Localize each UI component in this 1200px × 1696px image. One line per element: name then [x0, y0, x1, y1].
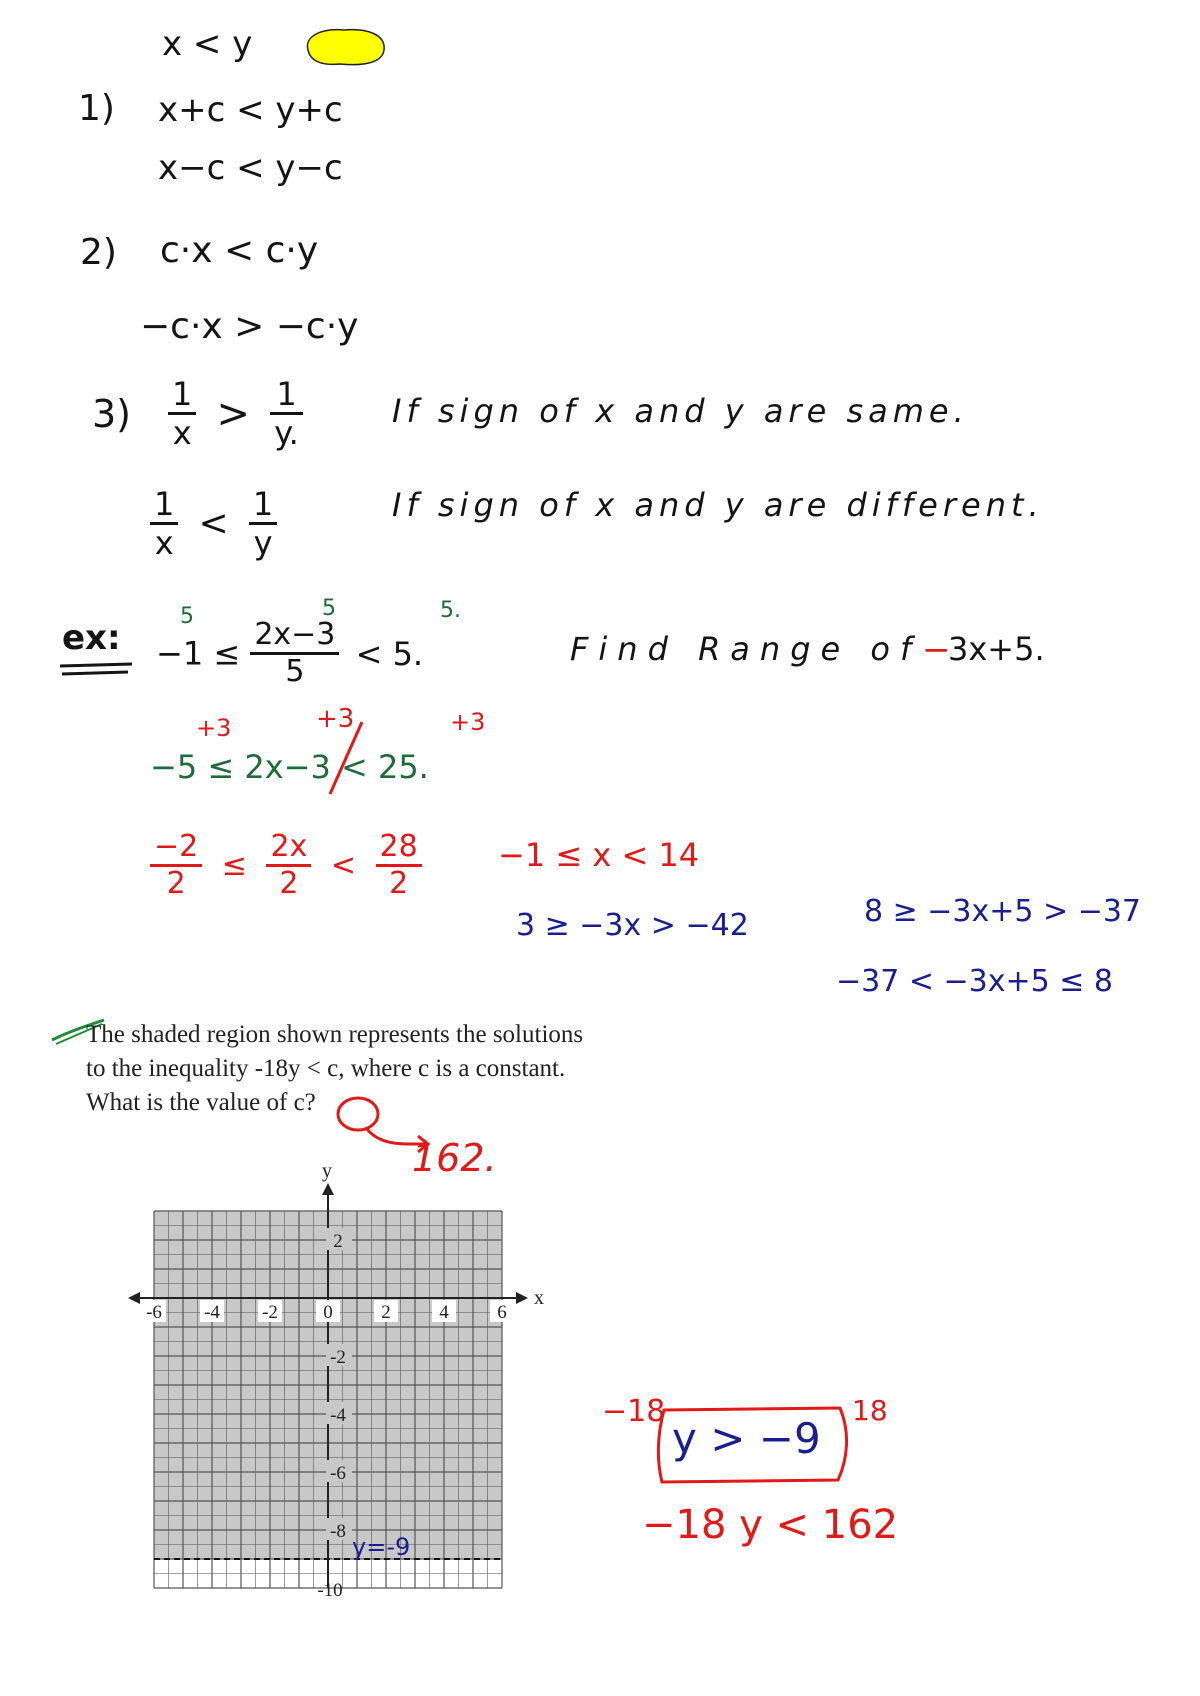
- problem-line-3: What is the value of c?: [86, 1089, 316, 1116]
- rule3-label: 3): [92, 392, 132, 436]
- solution-mult-left: −18: [602, 1394, 666, 1429]
- example-task-sign: −: [922, 630, 951, 670]
- step1-add-2: +3: [316, 704, 355, 734]
- rule3-condition-1: If sign of x and y are same.: [392, 392, 969, 430]
- x-axis-arrow-left: [128, 1292, 140, 1304]
- solution-boxed: y > −9: [672, 1414, 821, 1463]
- step3-inequality: −1 ≤ x < 14: [498, 836, 700, 874]
- y-tick-label: -8: [330, 1521, 346, 1542]
- step4-inequality: 3 ≥ −3x > −42: [516, 908, 749, 943]
- y-axis-label: y: [322, 1160, 332, 1182]
- y-tick-label: -4: [330, 1405, 346, 1426]
- x-tick-label: 2: [381, 1302, 391, 1323]
- example-label-underline: [58, 660, 138, 680]
- step1-inequality: −5 ≤ 2x−3 < 25.: [150, 748, 429, 786]
- rule1-line2: x−c < y−c: [158, 148, 343, 188]
- x-tick-label: -6: [146, 1302, 162, 1323]
- x-axis-label: x: [534, 1287, 544, 1309]
- rule3-inequality-1: $\frac{1}{x}$ > $\frac{1}{y.}$: [168, 378, 303, 449]
- boundary-label: y=-9: [352, 1533, 411, 1561]
- rule1-line1: x+c < y+c: [158, 90, 343, 130]
- x-tick-label: 6: [497, 1302, 507, 1323]
- rule2-line1: c·x < c·y: [160, 230, 319, 271]
- x-tick-label: 0: [323, 1302, 333, 1323]
- inequality-graph: [118, 1148, 578, 1618]
- example-task: Find Range of: [570, 630, 922, 668]
- example-inequality: −1 ≤ $\frac{2x-3}{5}$ < 5.: [156, 617, 424, 689]
- rule3-condition-2: If sign of x and y are different.: [392, 486, 1044, 524]
- step2-inequality: $\frac{-2}{2}$ ≤ $\frac{2x}{2}$ < $\frac{28}{2}$: [150, 832, 422, 899]
- y-tick-label: -10: [317, 1580, 343, 1601]
- example-task-expr: 3x+5.: [948, 630, 1045, 668]
- highlighter-mark: [300, 22, 390, 72]
- answer-note: 162.: [412, 1136, 497, 1180]
- problem-line-2: to the inequality -18y < c, where c is a constant.: [86, 1055, 566, 1082]
- step5-inequality: 8 ≥ −3x+5 > −37: [864, 894, 1142, 929]
- example-mult-mark-3: 5.: [440, 598, 461, 623]
- y-tick-label: 2: [333, 1231, 343, 1252]
- y-axis-arrow: [322, 1183, 334, 1195]
- rule1-label: 1): [78, 88, 115, 129]
- example-mult-mark-2: 5: [322, 596, 336, 621]
- y-tick-label: -6: [330, 1463, 346, 1484]
- step1-add-3: +3: [450, 708, 486, 736]
- solution-mult-right: 18: [852, 1394, 888, 1427]
- x-axis-arrow-right: [516, 1292, 528, 1304]
- y-tick-label: -2: [330, 1347, 346, 1368]
- rule2-line2: −c·x > −c·y: [140, 306, 359, 347]
- x-tick-label: -4: [204, 1302, 220, 1323]
- rule3-inequality-2: $\frac{1}{x}$ < $\frac{1}{y}$: [150, 488, 277, 559]
- x-tick-label: -2: [262, 1302, 278, 1323]
- problem-line-1: The shaded region shown represents the solutions: [86, 1021, 584, 1048]
- x-tick-label: 4: [439, 1302, 449, 1323]
- step6-inequality: −37 < −3x+5 ≤ 8: [836, 964, 1114, 999]
- solution-result: −18 y < 162: [642, 1502, 899, 1548]
- step1-strike: [322, 718, 372, 798]
- header-inequality: x < y: [162, 24, 253, 64]
- example-label: ex:: [62, 618, 121, 658]
- example-mult-mark-1: 5: [180, 604, 194, 629]
- step1-add-1: +3: [196, 714, 232, 742]
- rule2-label: 2): [80, 232, 117, 273]
